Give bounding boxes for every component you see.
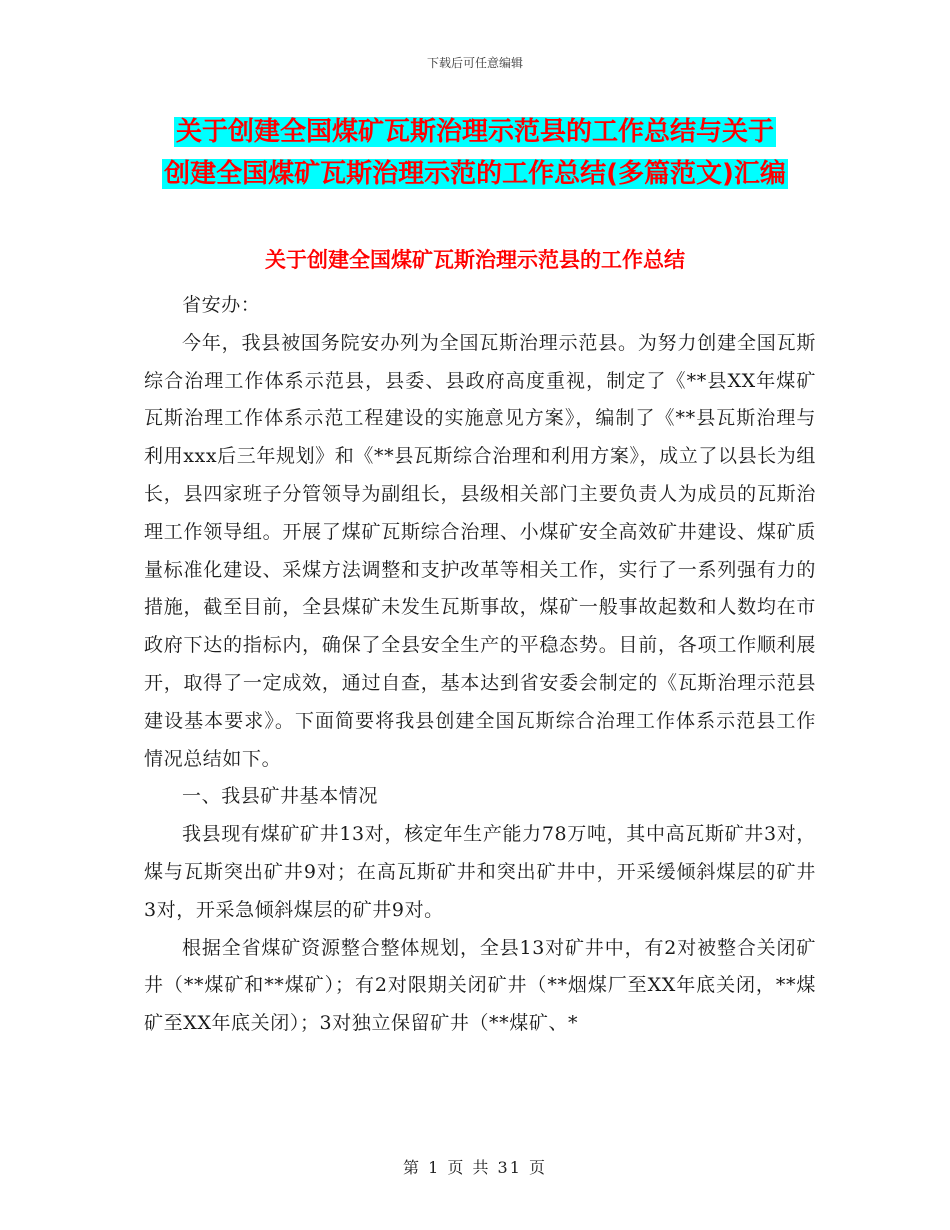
page-header-note: 下载后可任意编辑 <box>426 56 523 70</box>
document-title-line-1-text: 关于创建全国煤矿瓦斯治理示范县的工作总结与关于 <box>175 117 774 147</box>
document-title-line-1 <box>0 110 950 154</box>
document-body <box>144 287 816 1043</box>
page-number-footer: 第 1 页 共 31 页 <box>403 1158 547 1177</box>
section-title: 关于创建全国煤矿瓦斯治理示范县的工作总结 <box>265 248 685 272</box>
mines-paragraph: 我县现有煤矿矿井13对，核定年生产能力78万吨，其中高瓦斯矿井3对，煤与瓦斯突出矿井9对；在高瓦斯矿井和突出矿井中，开采缓倾斜煤层的矿井3对，开采急倾斜煤层的矿井9对。 <box>144 823 816 921</box>
salutation-paragraph: 省安办： <box>182 294 261 316</box>
consolidation-paragraph: 根据全省煤矿资源整合整体规划，全县13对矿井中，有2对被整合关闭矿井（**煤矿和**煤矿）；有2对限期关闭矿井（**烟煤厂至XX年底关闭，**煤矿至XX年底关闭）；3对独立保留矿井（**煤矿、* <box>144 936 816 1035</box>
document-title-line-2-text: 创建全国煤矿瓦斯治理示范的工作总结(多篇范文)汇编 <box>164 159 786 189</box>
document-title-line-2 <box>0 152 950 196</box>
intro-paragraph: 今年，我县被国务院安办列为全国瓦斯治理示范县。为努力创建全国瓦斯综合治理工作体系示范县，县委、县政府高度重视，制定了《**县XX年煤矿瓦斯治理工作体系示范工程建设的实施意见方案》，编制了《**县瓦斯治理与利用xxx后三年规划》和《**县瓦斯综合治理和利用方案》，成立了以县长为组长，县四家班子分管领导为副组长，县级相关部门主要负责人为成员的瓦斯治理工作领导组。开展了煤矿瓦斯综合治理、小煤矿安全高效矿井建设、煤矿质量标准化建设、采煤方法调整和支护改革等相关工作，实行了一系列强有力的措施，截至目前，全县煤矿未发生瓦斯事故，煤矿一般事故起数和人数均在市政府下达的指标内，确保了全县安全生产的平稳态势。目前，各项工作顺利展开，取得了一定成效，通过自查，基本达到省安委会制定的《瓦斯治理示范县建设基本要求》。下面简要将我县创建全国瓦斯综合治理工作体系示范县工作情况总结如下。 <box>144 331 816 770</box>
subsection-heading: 一、我县矿井基本情况 <box>182 785 379 808</box>
